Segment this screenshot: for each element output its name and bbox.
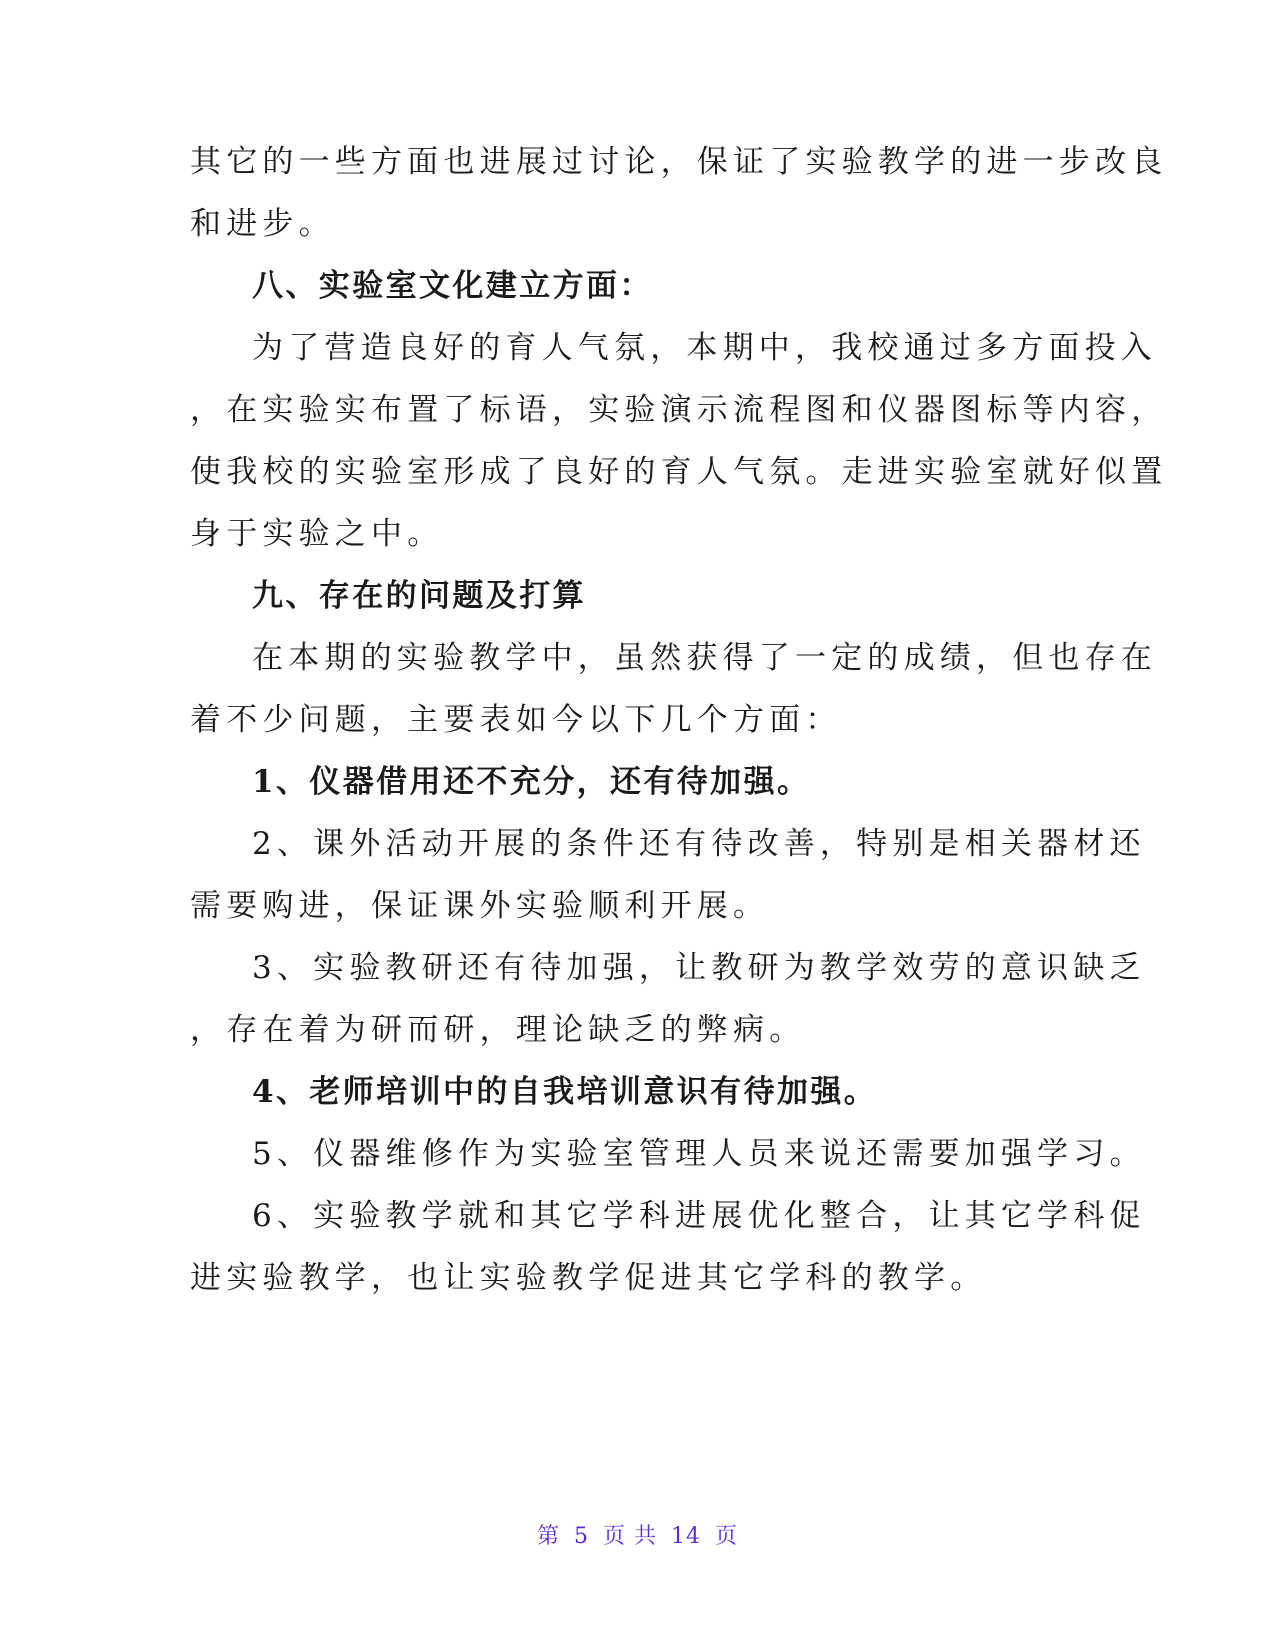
body-text-line: 身于实验之中。 [190,516,444,552]
section-heading-8: 八、实验室文化建立方面： [252,268,653,304]
page-number-footer [0,1522,1275,1552]
footer-suffix: 页 [715,1524,739,1549]
body-text-line: 为了营造良好的育人气氛，本期中，我校通过多方面投入 [252,330,1157,366]
list-item-6: 6、实验教学就和其它学科进展优化整合，让其它学科促 [252,1198,1146,1234]
list-item-6-cont: 进实验教学，也让实验教学促进其它学科的教学。 [190,1260,987,1296]
body-text-line: 在本期的实验教学中，虽然获得了一定的成绩，但也存在 [252,640,1157,676]
list-item-5: 5、仪器维修作为实验室管理人员来说还需要加强学习。 [252,1136,1146,1172]
list-item-3-cont: ，存在着为研而研，理论缺乏的弊病。 [190,1012,806,1048]
body-text-line: 和进步。 [190,206,335,242]
footer-page-number: 5 [574,1524,589,1549]
list-item-2-cont: 需要购进，保证课外实验顺利开展。 [190,888,770,924]
list-item-2: 2、课外活动开展的条件还有待改善，特别是相关器材还 [252,826,1146,862]
list-item-4: 4、老师培训中的自我培训意识有待加强。 [252,1074,878,1110]
footer-total-pages: 14 [671,1524,701,1549]
footer-prefix: 第 [536,1524,560,1549]
footer-middle: 页 共 [603,1524,657,1549]
body-text-line: 着不少问题，主要表如今以下几个方面： [190,702,842,738]
body-text-line: 使我校的实验室形成了良好的育人气氛。走进实验室就好似置 [190,454,1168,490]
section-heading-9: 九、存在的问题及打算 [252,578,586,614]
body-text-line: ，在实验实布置了标语，实验演示流程图和仪器图标等内容， [190,392,1168,428]
list-item-1: 1、仪器借用还不充分，还有待加强。 [252,764,811,800]
body-text-line: 其它的一些方面也进展过讨论，保证了实验教学的进一步改良 [190,144,1168,180]
list-item-3: 3、实验教研还有待加强，让教研为教学效劳的意识缺乏 [252,950,1146,986]
